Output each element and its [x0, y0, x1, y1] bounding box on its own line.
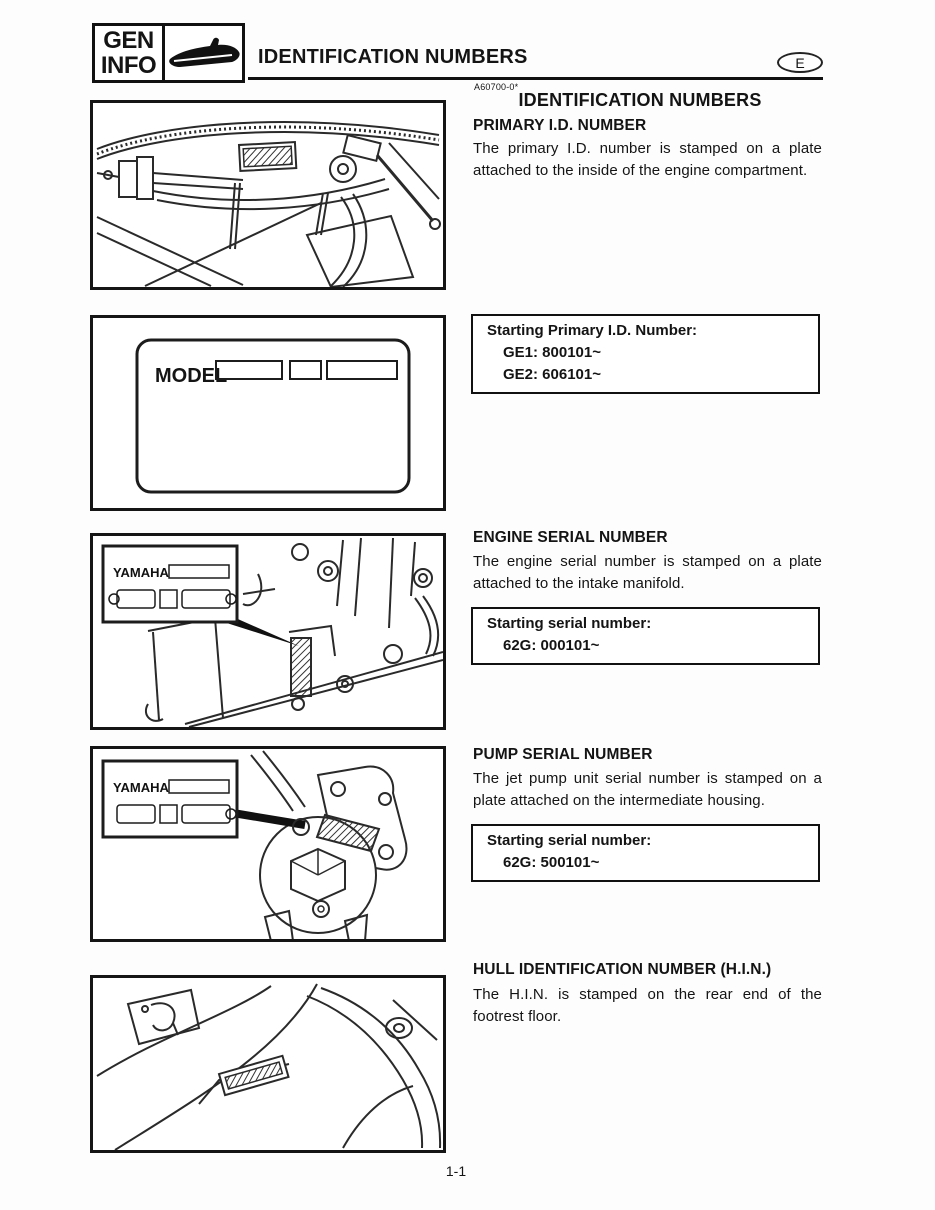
spec-box-title: Starting Primary I.D. Number:	[487, 322, 698, 339]
figure-engine-compartment	[90, 100, 446, 290]
spec-box-title: Starting serial number:	[487, 615, 652, 632]
language-badge	[777, 52, 823, 73]
pump-serial-spec-box	[471, 824, 820, 882]
pump-plate-brand: YAMAHA	[113, 780, 169, 795]
section-code: A60700-0*	[474, 82, 519, 92]
section-body-engine-serial: The engine serial number is stamped on a plate attached to the intake manifold.	[473, 553, 822, 592]
content-heading: IDENTIFICATION NUMBERS	[518, 90, 762, 110]
model-plate-label: MODEL	[155, 365, 228, 387]
section-body-hull-id: The H.I.N. is stamped on the rear end of the footrest floor.	[473, 986, 822, 1025]
figure-pump-serial-location	[90, 746, 446, 942]
figure-model-plate	[90, 315, 446, 511]
figure-engine-serial-location	[90, 533, 446, 730]
engine-serial-spec-box	[471, 607, 820, 665]
watercraft-icon	[165, 26, 242, 80]
chapter-tab-line2: INFO	[100, 52, 157, 79]
spec-box-line: GE1: 800101~	[503, 344, 601, 361]
section-title-primary-id: PRIMARY I.D. NUMBER	[473, 117, 647, 134]
section-body-pump-serial: The jet pump unit serial number is stamped on a plate attached on the intermediate housing.	[473, 770, 822, 809]
primary-id-spec-box	[471, 314, 820, 394]
header-rule	[248, 77, 823, 80]
section-title-pump-serial: PUMP SERIAL NUMBER	[473, 746, 653, 763]
spec-box-line: GE2: 606101~	[503, 366, 601, 383]
spec-box-title: Starting serial number:	[487, 832, 652, 849]
figure-hull-hin-location	[90, 975, 446, 1153]
chapter-tab	[92, 23, 245, 83]
spec-box-line: 62G: 000101~	[503, 637, 600, 654]
section-body-primary-id: The primary I.D. number is stamped on a plate attached to the inside of the engine compartment.	[473, 140, 822, 179]
chapter-tab-line1: GEN	[103, 27, 154, 54]
section-title-engine-serial: ENGINE SERIAL NUMBER	[473, 529, 668, 546]
spec-box-line: 62G: 500101~	[503, 854, 600, 871]
section-title-hull-id: HULL IDENTIFICATION NUMBER (H.I.N.)	[473, 961, 772, 978]
chapter-tab-label	[95, 26, 165, 80]
page-number: 1-1	[445, 1163, 467, 1179]
engine-plate-brand: YAMAHA	[113, 565, 169, 580]
page-title: IDENTIFICATION NUMBERS	[258, 46, 528, 68]
language-badge-letter: E	[795, 54, 805, 71]
